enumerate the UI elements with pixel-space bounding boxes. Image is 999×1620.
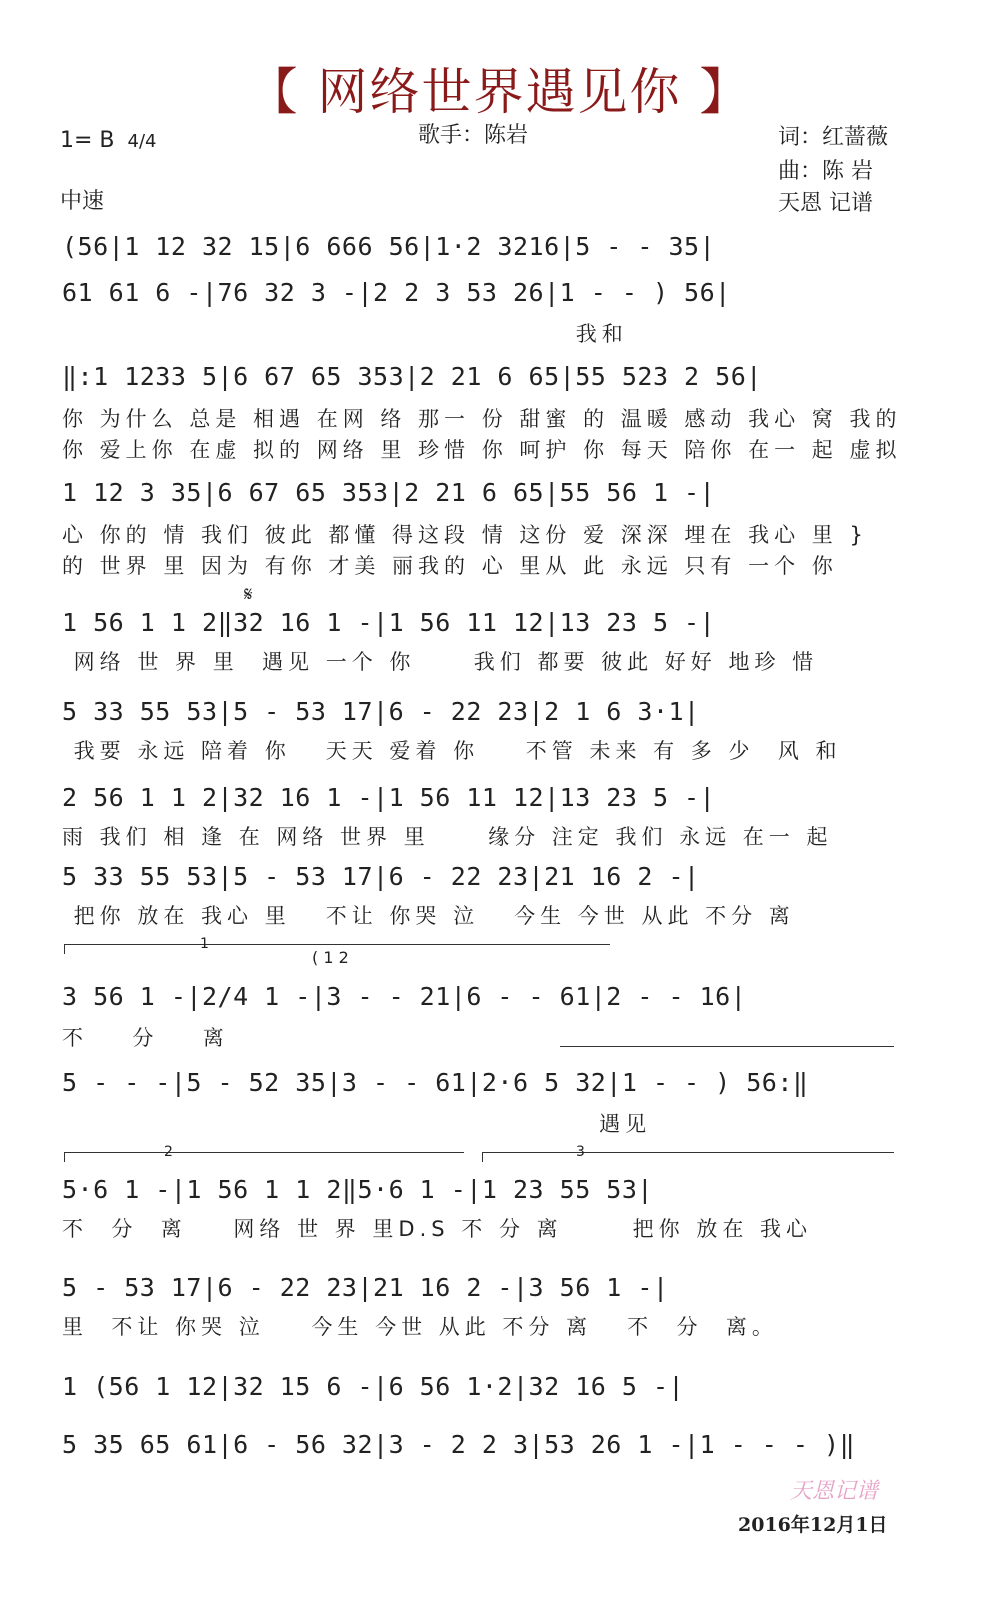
score-row-10: 5 - - -|5 - 52 35|3 - - 61|2·6 5 32|1 - - ) 56:‖ (62, 1068, 809, 1097)
volta-tick-3 (482, 1152, 483, 1162)
score-row-6: 5 33 55 53|5 - 53 17|6 - 22 23|2 1 6 3·1| (62, 697, 700, 726)
volta-line-2 (64, 1152, 464, 1153)
volta-line-3 (482, 1152, 894, 1153)
score-row-8: 5 33 55 53|5 - 53 17|6 - 22 23|21 16 2 -| (62, 862, 700, 891)
lyric-row-5: 网络 世 界 里 遇见 一个 你 我们 都要 彼此 好好 地珍 惜 (62, 650, 819, 674)
score-row-13: 1 (56 1 12|32 15 6 -|6 56 1·2|32 16 5 -| (62, 1372, 685, 1401)
segno-sign: 𝄋 (244, 582, 253, 606)
volta-tick-2 (64, 1152, 65, 1162)
score-row-12: 5 - 53 17|6 - 22 23|21 16 2 -|3 56 1 -| (62, 1273, 669, 1302)
lyric-row-3a: 你 为什么 总是 相遇 在网 络 那一 份 甜蜜 的 温暖 感动 我心 窝 我的 (62, 407, 902, 431)
volta-line-1 (64, 944, 610, 945)
key-signature (60, 128, 157, 153)
watermark-stamp: 天恩记谱 (790, 1479, 879, 1504)
score-row-9: 3 56 1 -|2/4 1 -|3 - - 21|6 - - 61|2 - - 16| (62, 982, 747, 1011)
lyric-row-8: 把你 放在 我心 里 不让 你哭 泣 今生 今世 从此 不分 离 (62, 904, 795, 928)
score-row-14: 5 35 65 61|6 - 56 32|3 - 2 2 3|53 26 1 -|1 - - - )‖ (62, 1430, 856, 1459)
song-title: 【 网络世界遇见你 】 (247, 63, 752, 121)
lyric-row-7: 雨 我们 相 逢 在 网络 世界 里 缘分 注定 我们 永远 在一 起 (62, 825, 833, 849)
lyric-row-10: 遇见 (62, 1112, 652, 1136)
tempo-label: 中速 (60, 189, 105, 214)
score-row-1: (56|1 12 32 15|6 666 56|1·2 3216|5 - - 35| (62, 232, 716, 261)
composer-credit: 曲：陈 岩 (778, 159, 873, 184)
lyric-row-2: 我和 (62, 322, 628, 346)
lyricist-credit: 词：红蔷薇 (778, 125, 889, 150)
volta-tick-1 (64, 944, 65, 954)
repeat-guide-line (560, 1046, 894, 1047)
volta-label-1: 1 (200, 936, 209, 952)
score-row-3: ‖:1 1233 5|6 67 65 353|2 21 6 65|55 523 2 56| (62, 362, 762, 391)
lyric-row-9: 不 分 离 (62, 1026, 236, 1050)
lyric-row-12: 里 不让 你哭 泣 今生 今世 从此 不分 离 不 分 离。 (62, 1315, 778, 1339)
volta-label-3: 3 (576, 1144, 585, 1160)
score-row-4: 1 12 3 35|6 67 65 353|2 21 6 65|55 56 1 -| (62, 478, 716, 507)
score-row-5: 1 56 1 1 2‖32 16 1 -|1 56 11 12|13 23 5 -| (62, 608, 716, 637)
lyric-row-3b: 你 爱上你 在虚 拟的 网络 里 珍惜 你 呵护 你 每天 陪你 在一 起 虚拟 (62, 438, 902, 462)
singer-label: 歌手：陈岩 (418, 123, 529, 148)
lyric-row-4a: 心 你的 情 我们 彼此 都懂 得这段 情 这份 爱 深深 埋在 我心 里 } (62, 523, 868, 547)
score-row-7: 2 56 1 1 2|32 16 1 -|1 56 11 12|13 23 5 -| (62, 783, 716, 812)
lyric-row-11: 不 分 离 网络 世 界 里D.S 不 分 离 把你 放在 我心 (62, 1217, 813, 1241)
volta-label-2: 2 (164, 1144, 173, 1160)
time-signature: 4/4 (127, 131, 157, 152)
transcriber-credit: 天恩 记谱 (778, 191, 873, 216)
score-row-2: 61 61 6 -|76 32 3 -|2 2 3 53 26|1 - - ) 56| (62, 278, 731, 307)
date-stamp: 2016年12月1日 (738, 1514, 888, 1536)
score-row-11: 5·6 1 -|1 56 1 1 2‖5·6 1 -|1 23 55 53| (62, 1175, 653, 1204)
lyric-row-4b: 的 世界 里 因为 有你 才美 丽我的 心 里从 此 永远 只有 一个 你 (62, 554, 838, 578)
key-label: 1= B (60, 128, 115, 153)
volta-bracket-label: ( 1 2 (312, 948, 349, 967)
lyric-row-6: 我要 永远 陪着 你 天天 爱着 你 不管 未来 有 多 少 风 和 (62, 739, 842, 763)
